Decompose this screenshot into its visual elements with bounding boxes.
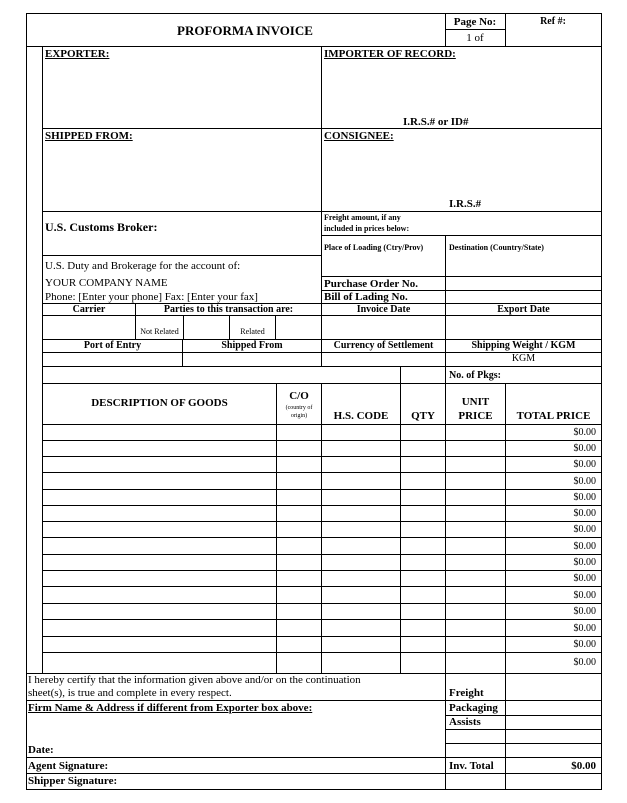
ref-label: Ref #: — [540, 16, 566, 27]
packaging-label: Packaging — [449, 702, 498, 714]
phone-fax[interactable]: Phone: [Enter your phone] Fax: [Enter your fax] — [45, 291, 258, 303]
row-total-price: $0.00 — [573, 492, 596, 503]
row-total-price: $0.00 — [573, 639, 596, 650]
co-header: C/O — [289, 390, 309, 402]
hs-code-header: H.S. CODE — [333, 410, 389, 422]
row-total-price: $0.00 — [573, 541, 596, 552]
co-sub-origin: origin) — [290, 413, 308, 419]
freight-amount-label: Freight amount, if any — [324, 213, 401, 222]
export-date-label: Export Date — [497, 304, 550, 315]
row-total-price: $0.00 — [573, 443, 596, 454]
invoice-title: PROFORMA INVOICE — [177, 23, 313, 38]
row-total-price: $0.00 — [573, 557, 596, 568]
customs-broker-label: U.S. Customs Broker: — [45, 220, 158, 234]
firm-name-label: Firm Name & Address if different from Exporter box above: — [28, 702, 313, 714]
row-total-price: $0.00 — [573, 590, 596, 601]
page-no-value[interactable]: 1 of — [466, 32, 484, 44]
freight-field[interactable] — [506, 674, 600, 700]
shipped-from-transport-label: Shipped From — [221, 340, 283, 351]
port-of-entry-label: Port of Entry — [83, 340, 142, 351]
inv-total-label: Inv. Total — [449, 760, 494, 772]
not-related-label: Not Related — [140, 327, 179, 336]
certify-line-2: sheet(s), is true and complete in every respect. — [28, 687, 232, 699]
exporter-field[interactable] — [43, 62, 320, 127]
freight-label: Freight — [449, 687, 484, 699]
bill-of-lading-label: Bill of Lading No. — [324, 291, 408, 303]
qty-header: QTY — [411, 410, 435, 422]
page-no-label: Page No: — [453, 16, 497, 28]
inv-total-value: $0.00 — [571, 760, 596, 772]
duty-account-label: U.S. Duty and Brokerage for the account of: — [45, 260, 241, 272]
assists-label: Assists — [449, 716, 481, 728]
row-total-price: $0.00 — [573, 573, 596, 584]
currency-label: Currency of Settlement — [333, 340, 434, 351]
price-header: PRICE — [458, 410, 493, 422]
shipper-signature-label: Shipper Signature: — [28, 775, 118, 787]
purchase-order-field[interactable] — [446, 277, 600, 290]
row-total-price: $0.00 — [573, 606, 596, 617]
shipping-weight-label: Shipping Weight / KGM — [471, 340, 576, 351]
purchase-order-label: Purchase Order No. — [324, 278, 418, 290]
bill-of-lading-field[interactable] — [446, 291, 600, 303]
total-price-header: TOTAL PRICE — [516, 410, 591, 422]
certify-line-1: I hereby certify that the information given above and/or on the continuation — [28, 674, 361, 686]
freight-included-label: included in prices below: — [324, 224, 410, 233]
shipped-from-field[interactable] — [43, 144, 320, 210]
no-of-pkgs-field[interactable] — [506, 367, 600, 383]
date-label: Date: — [28, 744, 54, 756]
firm-address-field[interactable] — [27, 716, 444, 744]
importer-irs-label: I.R.S.# or ID# — [403, 116, 469, 128]
consignee-irs-label: I.R.S.# — [449, 198, 482, 210]
agent-signature-label: Agent Signature: — [28, 760, 109, 772]
invoice-date-label: Invoice Date — [356, 304, 411, 315]
consignee-field[interactable] — [322, 144, 600, 196]
kgm-unit: KGM — [511, 353, 536, 364]
row-total-price: $0.00 — [573, 623, 596, 634]
packaging-field[interactable] — [506, 701, 600, 715]
assists-field[interactable] — [506, 716, 600, 729]
consignee-label: CONSIGNEE: — [324, 130, 394, 142]
row-total-price: $0.00 — [573, 524, 596, 535]
shipped-from-label: SHIPPED FROM: — [45, 130, 133, 142]
row-total-price: $0.00 — [573, 476, 596, 487]
row-total-price: $0.00 — [573, 459, 596, 470]
not-related-checkbox[interactable] — [184, 316, 229, 339]
exporter-label: EXPORTER: — [45, 48, 110, 60]
importer-label: IMPORTER OF RECORD: — [324, 48, 456, 60]
row-total-price: $0.00 — [573, 657, 596, 668]
row-total-price: $0.00 — [573, 427, 596, 438]
row-total-price: $0.00 — [573, 508, 596, 519]
related-checkbox[interactable] — [276, 316, 321, 339]
destination-label: Destination (Country/State) — [449, 243, 544, 252]
importer-field[interactable] — [322, 62, 600, 114]
co-sub-country: (country of — [285, 405, 313, 411]
description-of-goods-header: DESCRIPTION OF GOODS — [91, 397, 228, 409]
related-label: Related — [240, 327, 265, 336]
parties-related-label: Parties to this transaction are: — [163, 304, 294, 315]
no-of-pkgs-label: No. of Pkgs: — [449, 370, 501, 381]
unit-header: UNIT — [461, 396, 490, 408]
place-of-loading-label: Place of Loading (Ctry/Prov) — [324, 243, 424, 252]
carrier-label: Carrier — [72, 304, 106, 315]
agent-signature-field[interactable] — [120, 758, 444, 773]
company-name[interactable]: YOUR COMPANY NAME — [45, 277, 168, 289]
shipper-signature-field[interactable] — [120, 774, 444, 789]
